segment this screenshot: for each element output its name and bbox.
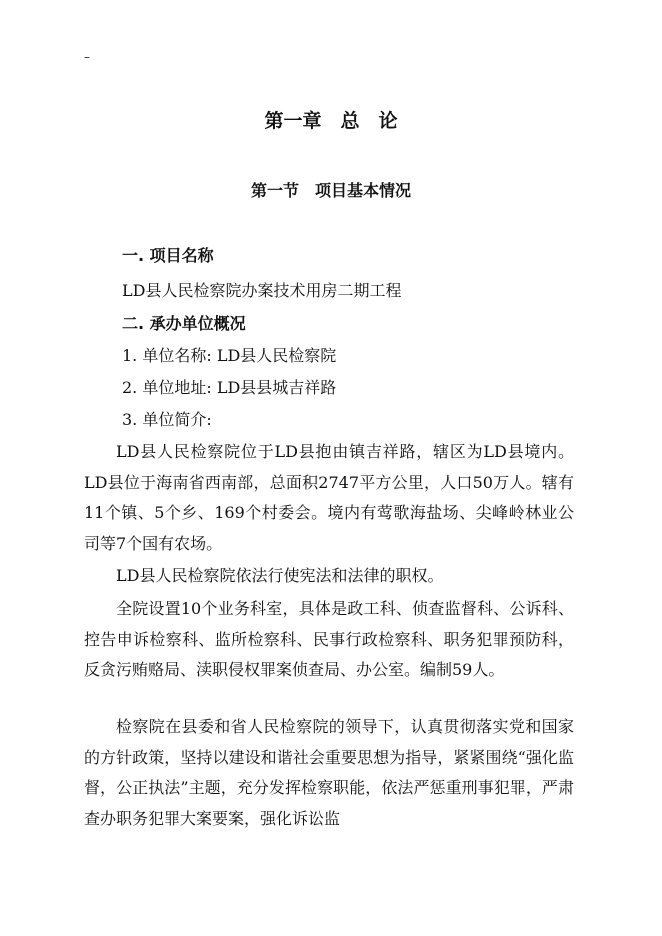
unit-address-line: 2. 单位地址: LD县县城吉祥路 [122,378,337,397]
unit-intro-label: 3. 单位简介: [122,410,212,429]
chapter-title: 第一章 总 论 [264,110,398,132]
intro-paragraph-3: 全院设置10个业务科室，具体是政工科、侦查监督科、公诉科、控告申诉检察科、监所检察科、民事行政检察科、职务犯罪预防科，反贪污贿赂局、渎职侵权罪案侦查局、办公室。编制59人。 [84,599,574,679]
header-mark: – [84,50,90,64]
intro-paragraph-1: LD县人民检察院位于LD县抱由镇吉祥路，辖区为LD县境内。LD县位于海南省西南部，总面积2747平方公里，人口50万人。辖有11个镇、5个乡、169个村委会。境内有莺歌海盐场、尖峰岭林业公司等7个国有农场。 [84,442,574,553]
intro-paragraph-4: 检察院在县委和省人民检察院的领导下，认真贯彻落实党和国家的方针政策，坚持以建设和谐社会重要思想为指导，紧紧围绕“强化监督，公正执法”主题，充分发挥检察职能，依法严惩重刑事犯罪，严肃查办职务犯罪大案要案，强化诉讼监 [84,717,574,828]
project-name-value: LD县人民检察院办案技术用房二期工程 [122,281,402,300]
unit-overview-heading: 二. 承办单位概况 [122,314,246,333]
project-name-heading: 一. 项目名称 [122,246,214,265]
section-title: 第一节 项目基本情况 [250,181,411,200]
intro-paragraph-2: LD县人民检察院依法行使宪法和法律的职权。 [116,566,444,585]
unit-name-line: 1. 单位名称: LD县人民检察院 [122,346,337,365]
